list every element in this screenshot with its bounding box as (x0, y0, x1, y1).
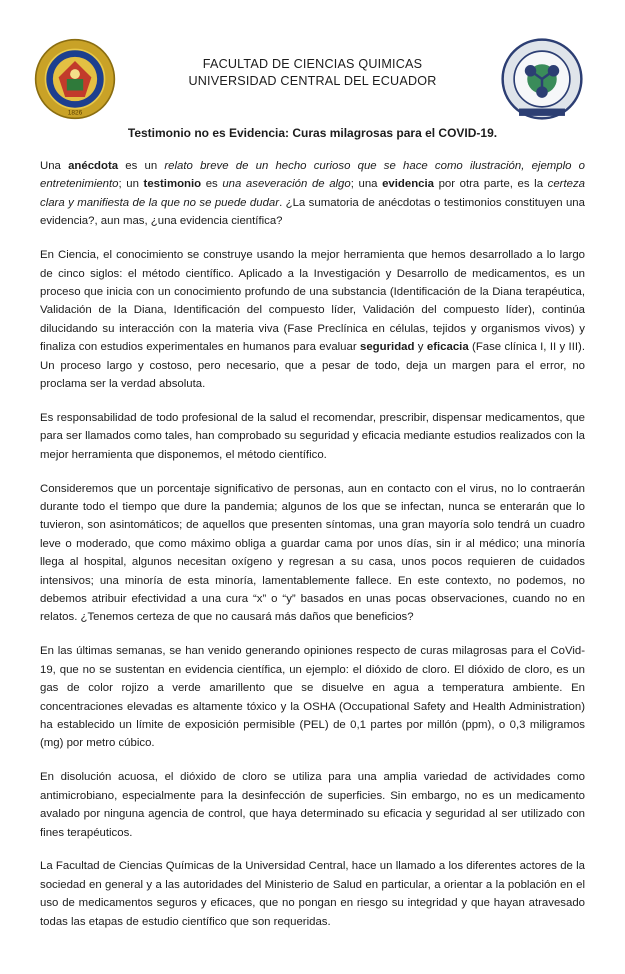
paragraph-scientific-method (40, 246, 585, 393)
p2-text: y (414, 341, 427, 354)
p1-text: ; una (350, 178, 383, 191)
university-name: UNIVERSIDAD CENTRAL DEL ECUADOR (188, 74, 437, 88)
p2-text: En Ciencia, el conocimiento se construye usando la mejor herramienta que hemos desarrollado a lo largo de cinco siglos: el método científico. Aplicado a la Investigación y Desarrollo de medicamentos, es un proceso que inicia con un conocimiento profundo de una substancia (Identificación de la Diana terapéutica, Validación de la Diana, Identificación del compuesto líder, Validación del compuesto líder), continúa dilucidando su interacción con la materia viva (Fase Preclínica en células, tejidos y organismos vivos) y finaliza con estudios experimentales en humanos para evaluar (40, 249, 585, 354)
term-seguridad: seguridad (360, 341, 415, 354)
p1-text: es un (118, 160, 165, 172)
paragraph-responsibility: Es responsabilidad de todo profesional de la salud el recomendar, prescribir, dispensar medicamentos, que para ser llamados como tales, han comprobado su seguridad y eficacia mediante estudios realizados con la mejor herramienta que disponemos, el método científico. (40, 411, 585, 461)
document-header (120, 56, 505, 90)
university-seal-icon (34, 38, 116, 120)
p1-text: Una (40, 160, 69, 172)
p1-text: . ¿La sumatoria de anécdotas o testimonios constituyen una evidencia?, aun mas, ¿una evidencia científica? (40, 196, 585, 228)
p1-text: por otra parte, es la (434, 178, 548, 191)
paragraph-pandemic-context: Consideremos que un porcentaje significativo de personas, aun en contacto con el virus, no lo contraerán durante todo el tiempo que dure la pandemia; algunos de los que se infectan, nunca se enterarán que lo tuvieron, son asintomáticos; de aquellos que presenten síntomas, una gran mayoría solo tendrá un cuadro leve o moderado, que como máximo obliga a guardar cama por unos días, sin ir al médico; una minoría llega al hospital, algunos necesitan oxígeno y regresan a su casa, unos pocos requieren de cuidados intensivos; una minoría de esta minoría, lamentablemente fallece. En este contexto, no podemos, no debemos atribuir efectividad a una cura “x” o “y” basados en unas pocas observaciones, cuando no en relatos. ¿Tenemos certeza de que no causará más daños que beneficios? (40, 482, 585, 624)
term-anecdota: anécdota (68, 160, 119, 172)
paragraph-chlorine-dioxide: En las últimas semanas, se han venido generando opiniones respecto de curas milagrosas para el CoVid-19, que no se sustentan en evidencia científica, un ejemplo: el dióxido de cloro. El dióxido de cloro, es un gas de color rojizo a verde amarillento que se disuelve en agua a temperatura ambiente. En concentraciones elevadas es altamente tóxico y la OSHA (Occupational Safety and Health Administration) ha establecido un límite de exposición permisible (PEL) de 0,1 partes por millón (ppm), o 0,3 miligramos (mg) por metro cúbico. (40, 645, 585, 750)
p2-text: (Fase clínica I, II y III). Un proceso largo y costoso, pero necesario, que a pesar de todo, deja un margen para el error, no proclama ser la verdad absoluta. (40, 341, 585, 390)
document-body (40, 157, 585, 947)
paragraph-definitions (40, 157, 585, 231)
p1-text: es (201, 178, 223, 191)
paragraph-aqueous-solution: En disolución acuosa, el dióxido de cloro se utiliza para una amplia variedad de actividades como antimicrobiano, especialmente para la desinfección de superficies. Sin embargo, no es un medicamento avalado por ninguna agencia de control, que haya determinado su eficacia y seguridad al ser utilizado con fines terapéuticos. (40, 771, 585, 839)
definition-evidencia: certeza clara y manifiesta de la que no se puede dudar (40, 178, 585, 209)
definition-anecdota: relato breve de un hecho curioso que se hace como ilustración, ejemplo o entretenimiento (40, 160, 585, 191)
term-evidencia: evidencia (382, 178, 434, 191)
faculty-name: FACULTAD DE CIENCIAS QUIMICAS (202, 57, 423, 71)
definition-testimonio: una aseveración de algo (222, 178, 351, 191)
document-title: Testimonio no es Evidencia: Curas milagrosas para el COVID-19. (127, 126, 498, 140)
p1-text: ; un (118, 178, 144, 191)
paragraph-call-to-action: La Facultad de Ciencias Químicas de la Universidad Central, hace un llamado a los diferentes actores de la sociedad en general y a las autoridades del Ministerio de Salud en particular, a orientar a la población en el uso de medicamentos seguros y eficaces, que no pongan en riesgo su integridad y que hayan atravesado todas las etapas de estudio científico que son requeridas. (40, 860, 585, 928)
faculty-seal-icon (501, 38, 583, 120)
term-eficacia: eficacia (426, 341, 469, 354)
term-testimonio: testimonio (143, 178, 202, 191)
left-seal-year: 1826 (67, 109, 83, 117)
